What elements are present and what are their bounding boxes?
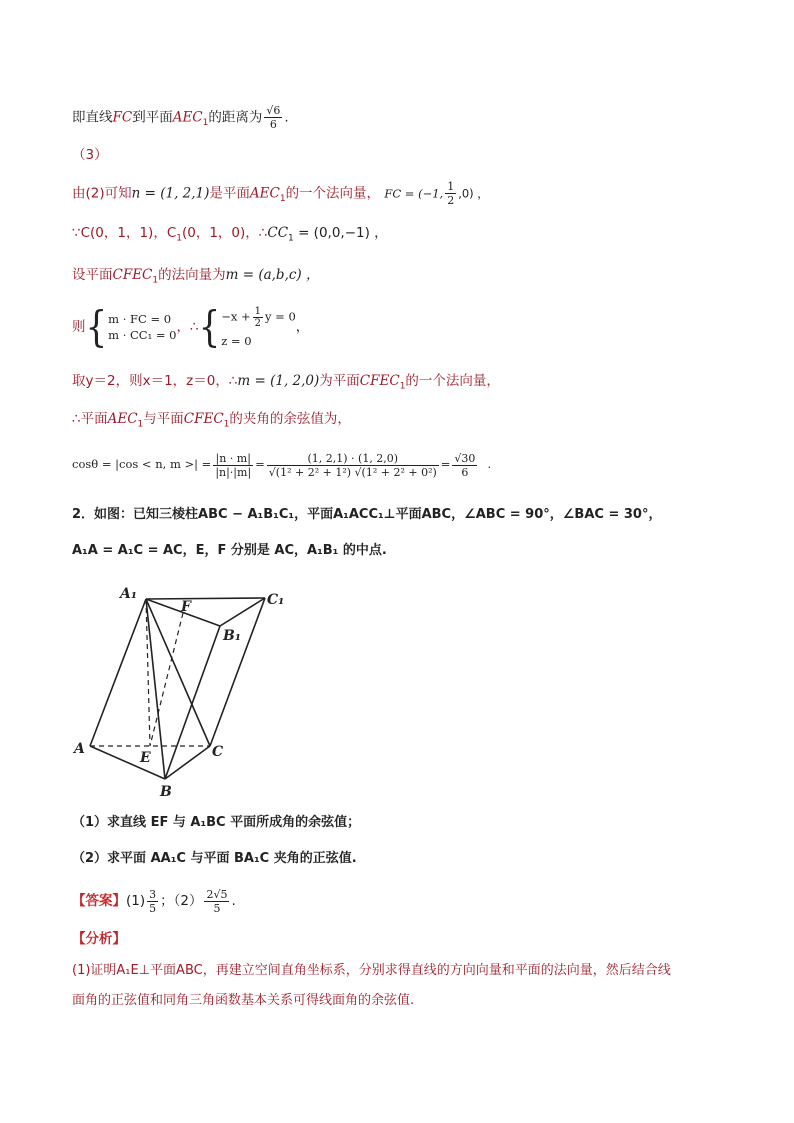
label-e: E <box>140 750 151 766</box>
normal-vector-line: 由(2)可知n = (1, 2,1)是平面$AEC_1$的一个法向量， FC = (−1, $\frac{1}{2}$ ,0) ， <box>72 180 489 207</box>
edge-ab <box>90 746 165 779</box>
prism-figure <box>70 580 310 800</box>
distance-fraction: $\frac{√6}{6}$ <box>266 104 281 131</box>
edge-a1c <box>146 599 210 746</box>
label-f: F <box>181 599 191 615</box>
take-values-line: 取y＝2，则x＝1，z＝0，∴m = (1, 2,0)为平面$CFEC_1$的一个法向量， <box>72 373 500 392</box>
label-a: A <box>74 741 85 757</box>
cosine-intro-line: ∴平面$AEC_1$与平面$CFEC_1$的夹角的余弦值为， <box>72 411 351 430</box>
edge-b1c1 <box>220 598 265 626</box>
edge-a1c1 <box>146 598 265 599</box>
point-coordinates-line: ∵C(0，1，1)，$C_1(0$，1，0)，$\therefore CC_1 = (0,0,-1)$ ， <box>72 225 388 244</box>
edge-c1c <box>210 598 265 746</box>
subquestion-1: （1）求直线 EF 与 A₁BC 平面所成角的余弦值； <box>72 815 361 830</box>
subquestion-2: （2）求平面 AA₁C 与平面 BA₁C 夹角的正弦值. <box>72 851 357 866</box>
part-3-label: （3） <box>72 147 108 163</box>
set-normal-line: 设平面$CFEC_1$的法向量为m = (a,b,c) ， <box>72 267 320 286</box>
equation-system: 则{ m · FC = 0 m · CC₁ = 0 ，∴{ −x + $\frac{1}{2}$ y = 0 z = 0 ， <box>72 302 310 352</box>
question-2-line-2: A₁A = A₁C = AC，E，F 分别是 AC，A₁B₁ 的中点. <box>72 543 387 558</box>
label-b: B <box>160 784 172 800</box>
question-2-line-1: 2．如图：已知三棱柱ABC − A₁B₁C₁，平面A₁ACC₁⊥平面ABC，∠ABC = 90°，∠BAC = 30°， <box>72 507 662 522</box>
label-c: C <box>212 744 224 760</box>
label-b1: B₁ <box>223 628 241 644</box>
analysis-line-1: (1)证明A₁E⊥平面ABC，再建立空间直角坐标系，分别求得直线的方向向量和平面的法向量，然后结合线 <box>72 963 671 978</box>
analysis-tag: 【分析】 <box>72 931 126 947</box>
analysis-line-2: 面角的正弦值和同角三角函数基本关系可得线面角的余弦值. <box>72 993 415 1008</box>
label-c1: C₁ <box>267 592 285 608</box>
answer-line: 【答案】(1) $\frac{3}{5}$ ；（2） $\frac{2√5}{5}$ . <box>72 887 236 915</box>
label-a1: A₁ <box>120 586 137 602</box>
cosine-formula: cosθ = |cos < n, m >| = $\frac{|n \cdot m|}{|n|\cdot|m|}$ = $\frac{(1, 2,1) \cdot (1, 2,0)}{\text{√(1² + 2² + 1²) √(1² + 2² + 0²)}}$ = $\frac{√30}{6}$ . <box>72 451 492 479</box>
distance-conclusion: 即直线FC到平面$AEC_1$的距离为 $\frac{√6}{6}$ . <box>72 104 289 131</box>
edge-a1a <box>90 599 146 746</box>
half-fraction: $\frac{1}{2}$ <box>447 180 455 207</box>
